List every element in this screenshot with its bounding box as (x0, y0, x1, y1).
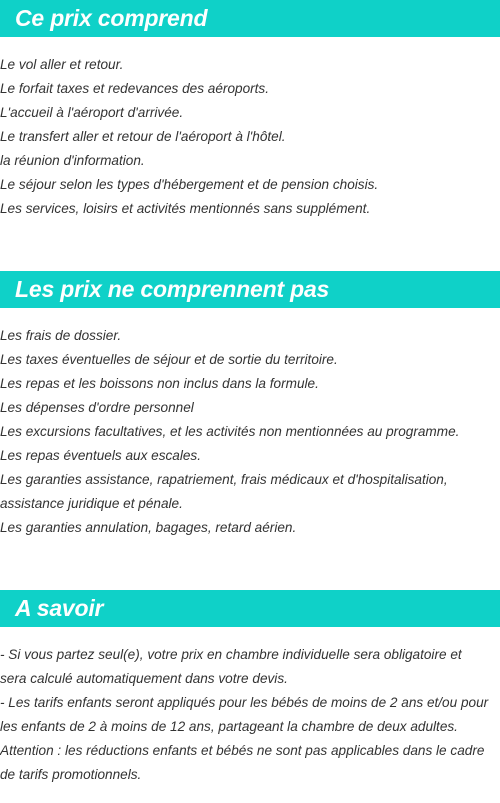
section-header-price-excludes (0, 271, 500, 308)
list-item: Les dépenses d'ordre personnel (0, 400, 194, 415)
list-item: - Les tarifs enfants seront appliqués pour les bébés de moins de 2 ans et/ou pour (0, 695, 489, 710)
list-item: Les garanties assistance, rapatriement, frais médicaux et d'hospitalisation, (0, 472, 448, 487)
section-header-price-includes (0, 0, 500, 37)
list-item: sera calculé automatiquement dans votre devis. (0, 671, 288, 686)
list-item: Les frais de dossier. (0, 328, 122, 343)
list-item: Les repas éventuels aux escales. (0, 448, 202, 463)
list-item: L'accueil à l'aéroport d'arrivée. (0, 105, 184, 120)
list-item: Les repas et les boissons non inclus dans la formule. (0, 376, 319, 391)
section-body-to-know (0, 643, 500, 787)
list-item: Le séjour selon les types d'hébergement et de pension choisis. (0, 177, 379, 192)
section-title: Ce prix comprend (15, 5, 208, 31)
section-title: A savoir (15, 595, 104, 621)
section-body-price-includes (0, 53, 500, 221)
list-item: - Si vous partez seul(e), votre prix en chambre individuelle sera obligatoire et (0, 647, 462, 662)
list-item: Le forfait taxes et redevances des aéroports. (0, 81, 270, 96)
section-title: Les prix ne comprennent pas (15, 276, 330, 302)
list-item: assistance juridique et pénale. (0, 496, 183, 511)
section-body-price-excludes (0, 324, 500, 540)
section-header-to-know (0, 590, 500, 627)
list-item: la réunion d'information. (0, 153, 145, 168)
list-item: Les excursions facultatives, et les activités non mentionnées au programme. (0, 424, 460, 439)
list-item: Le transfert aller et retour de l'aéroport à l'hôtel. (0, 129, 286, 144)
list-item: les enfants de 2 à moins de 12 ans, partageant la chambre de deux adultes. (0, 719, 458, 734)
list-item: Les taxes éventuelles de séjour et de sortie du territoire. (0, 352, 338, 367)
list-item: Le vol aller et retour. (0, 57, 124, 72)
list-item: Les services, loisirs et activités mentionnés sans supplément. (0, 201, 371, 216)
list-item: Les garanties annulation, bagages, retard aérien. (0, 520, 297, 535)
list-item: de tarifs promotionnels. (0, 767, 142, 782)
list-item: Attention : les réductions enfants et bébés ne sont pas applicables dans le cadre (0, 743, 485, 758)
